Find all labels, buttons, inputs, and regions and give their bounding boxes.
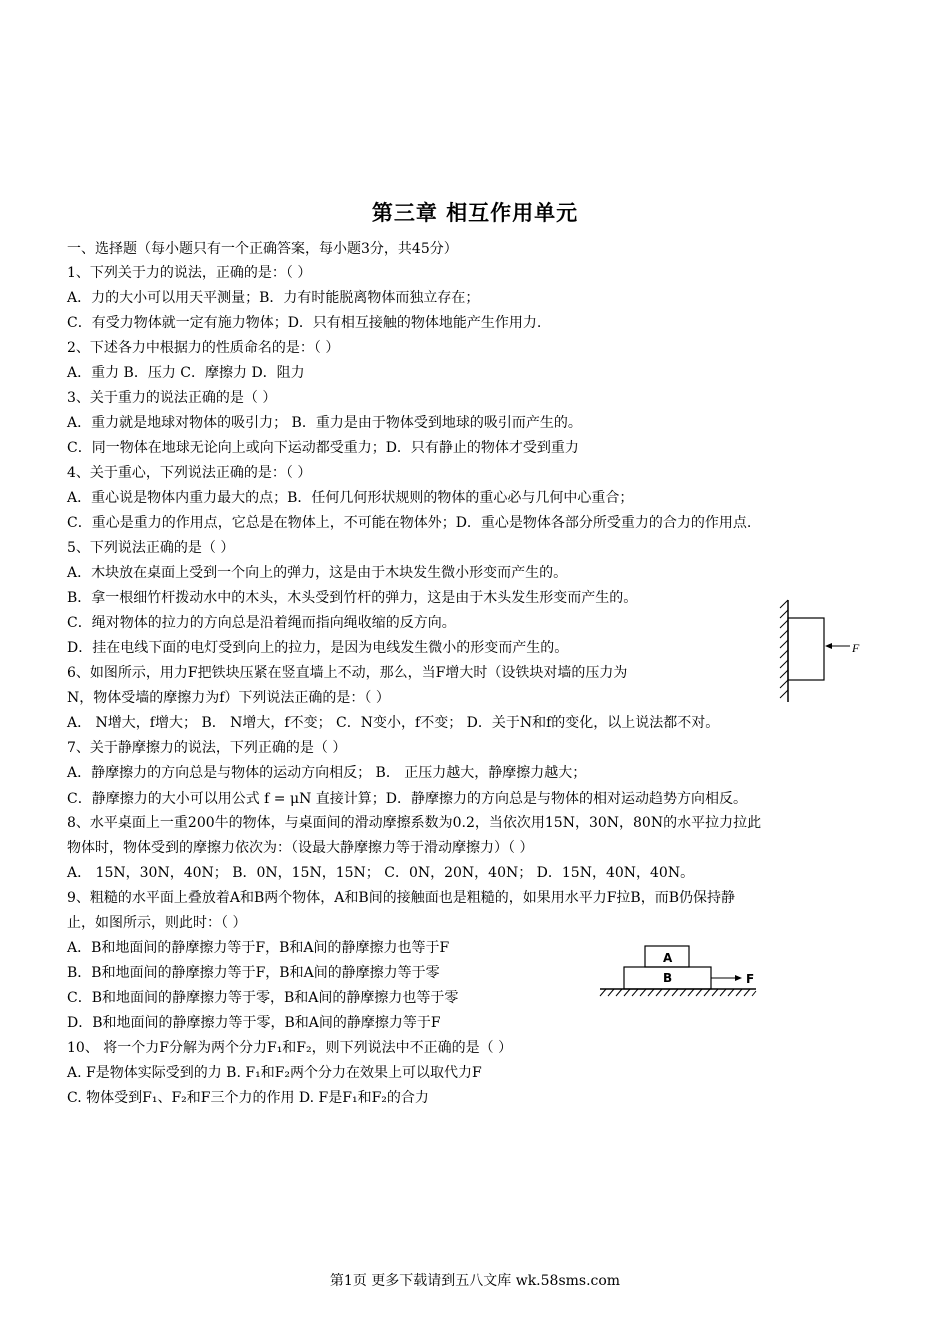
question-line: A．B和地面间的静摩擦力等于F，B和A间的静摩擦力也等于F [67,940,450,956]
page-footer: 第1页 更多下载请到五八文库 wk.58sms.com [329,1273,621,1289]
section-heading: 一、选择题（每小题只有一个正确答案，每小题3分，共45分） [67,241,458,257]
question-line: 2、下述各力中根据力的性质命名的是：（ ） [67,340,340,356]
question-line: 9、粗糙的水平面上叠放着A和B两个物体，A和B间的接触面也是粗糙的，如果用水平力F拉B，而B仍保持静 [67,890,735,906]
question-line: A．静摩擦力的方向总是与物体的运动方向相反； B． 正压力越大，静摩擦力越大； [67,765,587,781]
question-line: A． 15N，30N，40N； B．0N，15N，15N； C．0N，20N，40N； D．15N，40N，40N。 [67,865,695,881]
wall-block-figure [778,596,868,706]
page-title: 第三章 相互作用单元 [371,201,579,225]
question-line: C．重心是重力的作用点，它总是在物体上，不可能在物体外；D．重心是物体各部分所受重力的合力的作用点. [67,515,752,531]
question-line: 1、下列关于力的说法，正确的是：（ ） [67,265,312,281]
question-line: A．重力 B．压力 C．摩擦力 D．阻力 [67,365,305,381]
question-line: A．力的大小可以用天平测量；B．力有时能脱离物体而独立存在； [67,290,480,306]
question-line: 止，如图所示，则此时：（ ） [67,915,247,931]
question-line: 6、如图所示，用力F把铁块压紧在竖直墙上不动，那么，当F增大时（设铁块对墙的压力为 [67,665,628,681]
question-line: N，物体受墙的摩擦力为f）下列说法正确的是：（ ） [67,690,390,706]
question-line: 3、关于重力的说法正确的是（ ） [67,390,277,406]
question-line: C．B和地面间的静摩擦力等于零，B和A间的静摩擦力也等于零 [67,990,459,1006]
question-line: 10、 将一个力F分解为两个分力F₁和F₂，则下列说法中不正确的是（ ） [67,1040,513,1056]
pull-arrow-head [735,975,742,981]
block-a-label: A [663,951,673,965]
question-line: A．木块放在桌面上受到一个向上的弹力，这是由于木块发生微小形变而产生的。 [67,565,568,581]
question-line: 物体时，物体受到的摩擦力依次为：（设最大静摩擦力等于滑动摩擦力）（ ） [67,840,534,856]
question-line: C. 物体受到F₁、F₂和F三个力的作用 D. F是F₁和F₂的合力 [67,1090,429,1106]
question-line: B．B和地面间的静摩擦力等于F，B和A间的静摩擦力等于零 [67,965,440,981]
question-line: C．有受力物体就一定有施力物体；D．只有相互接触的物体地能产生作用力. [67,315,542,331]
question-line: 7、关于静摩擦力的说法，下列正确的是（ ） [67,740,347,756]
force-arrow-head [825,643,832,649]
stacked-blocks-figure [596,940,766,1002]
question-line: 5、下列说法正确的是（ ） [67,540,235,556]
block-b-label: B [663,971,673,985]
ground-hatching [600,989,756,996]
question-line: B．拿一根细竹杆拨动水中的木头，木头受到竹杆的弹力，这是由于木头发生形变而产生的。 [67,590,638,606]
pull-force-label: F [746,972,755,986]
iron-block [788,618,824,680]
question-line: C．绳对物体的拉力的方向总是沿着绳而指向绳收缩的反方向。 [67,615,456,631]
question-line: A. F是物体实际受到的力 B. F₁和F₂两个分力在效果上可以取代力F [67,1065,482,1081]
question-line: 4、关于重心，下列说法正确的是：（ ） [67,465,312,481]
force-label: F [852,641,860,655]
question-line: 8、水平桌面上一重200牛的物体，与桌面间的滑动摩擦系数为0.2，当依次用15N，30N，80N的水平拉力拉此 [67,815,762,831]
question-line: D．B和地面间的静摩擦力等于零，B和A间的静摩擦力等于F [67,1015,441,1031]
question-line: A．重心说是物体内重力最大的点；B．任何几何形状规则的物体的重心必与几何中心重合； [67,490,634,506]
question-line: A． N增大，f增大； B． N增大，f不变； C．N变小，f不变； D．关于N和f的变化，以上说法都不对。 [67,715,720,731]
question-line: D．挂在电线下面的电灯受到向上的拉力，是因为电线发生微小的形变而产生的。 [67,640,569,656]
wall-hatching [780,600,788,698]
question-line: C．同一物体在地球无论向上或向下运动都受重力；D．只有静止的物体才受到重力 [67,440,579,456]
question-line: A．重力就是地球对物体的吸引力； B．重力是由于物体受到地球的吸引而产生的。 [67,415,582,431]
question-line: C．静摩擦力的大小可以用公式 f = μN 直接计算；D．静摩擦力的方向总是与物体的相对运动趋势方向相反。 [67,791,747,807]
